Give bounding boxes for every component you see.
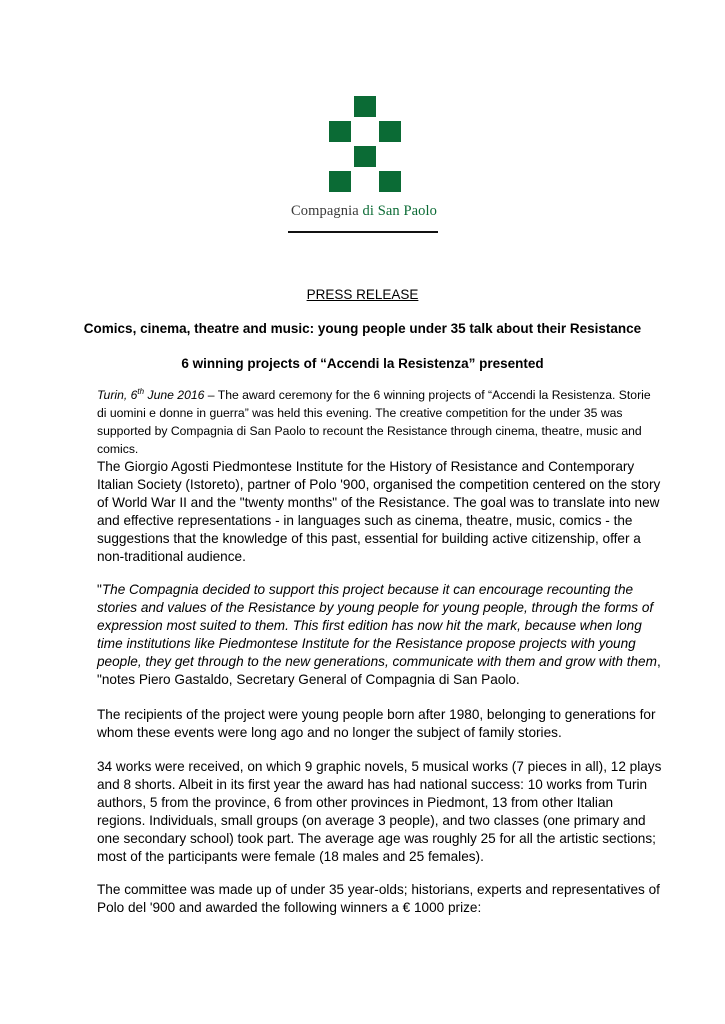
headline: Comics, cinema, theatre and music: young people under 35 talk about their Resistance	[83, 321, 642, 336]
intro-text: – The award ceremony for the 6 winning projects of “Accendi la Resistenza. Storie di uomini e donne in guerra” was held this evening. The creative competition for the under 35 was supported by Compagnia di San Paolo to recount the Resistance through cinema, theatre, music and comics.	[97, 388, 651, 456]
body-paragraph-quote	[97, 581, 662, 689]
company-logo	[329, 96, 401, 192]
logo-square	[329, 121, 351, 142]
logo-square	[329, 171, 351, 192]
dateline-sup: th	[137, 386, 145, 396]
dateline	[97, 388, 204, 402]
logo-square	[379, 121, 401, 142]
logo-name-part1: Compagnia	[291, 203, 363, 219]
quote-attribution: , "notes Piero Gastaldo, Secretary General of Compagnia di San Paolo.	[97, 654, 661, 687]
body-paragraph-works: 34 works were received, on which 9 graphic novels, 5 musical works (7 pieces in all), 12 plays and 8 shorts. Albeit in its first year the award has had national success: 10 works from Turin authors, 5 from the province, 6 from other provinces in Piedmont, 13 from other Italian regions. Individuals, small groups (on average 3 people), and two classes (one primary and one secondary school) took part. The average age was roughly 25 for all the artistic sections; most of the participants were female (18 males and 25 females).	[97, 759, 662, 864]
press-release-label: PRESS RELEASE	[306, 287, 419, 302]
quote-text: The Compagnia decided to support this project because it can encourage recounting the stories and values of the Resistance by young people for young people, through the forms of expression most suited to them. This first edition has now hit the mark, because when long time institutions like Piedmontese Institute for the Resistance propose projects with young people, they get through to the new generations, communicate with them and grow with them	[97, 582, 657, 669]
body-paragraph-institute: The Giorgio Agosti Piedmontese Institute for the History of Resistance and Contemporary Italian Society (Istoreto), partner of Polo '900, organised the competition centered on the story of World War II and the "twenty months" of the Resistance. The goal was to translate into new and effective representations - in languages such as cinema, theatre, music, comics - the suggestions that the knowledge of this past, essential for building active citizenship, offer a non-traditional audience.	[97, 459, 661, 564]
body-paragraph-committee: The committee was made up of under 35 year-olds; historians, experts and representatives of Polo del '900 and awarded the following winners a € 1000 prize:	[97, 882, 660, 915]
logo-divider	[288, 231, 438, 233]
subheadline: 6 winning projects of “Accendi la Resistenza” presented	[181, 356, 544, 371]
intro-paragraph	[97, 386, 662, 458]
dateline-rest: June 2016	[144, 388, 205, 402]
logo-wordmark	[290, 203, 438, 220]
quote-open-mark: "	[97, 582, 102, 597]
logo-square	[354, 146, 376, 167]
body-paragraph-recipients: The recipients of the project were young people born after 1980, belonging to generations for whom these events were long ago and no longer the subject of family stories.	[97, 707, 656, 740]
logo-square	[379, 171, 401, 192]
logo-name-part2: di San Paolo	[362, 203, 437, 219]
dateline-city: Turin, 6	[97, 388, 138, 402]
logo-square	[354, 96, 376, 117]
